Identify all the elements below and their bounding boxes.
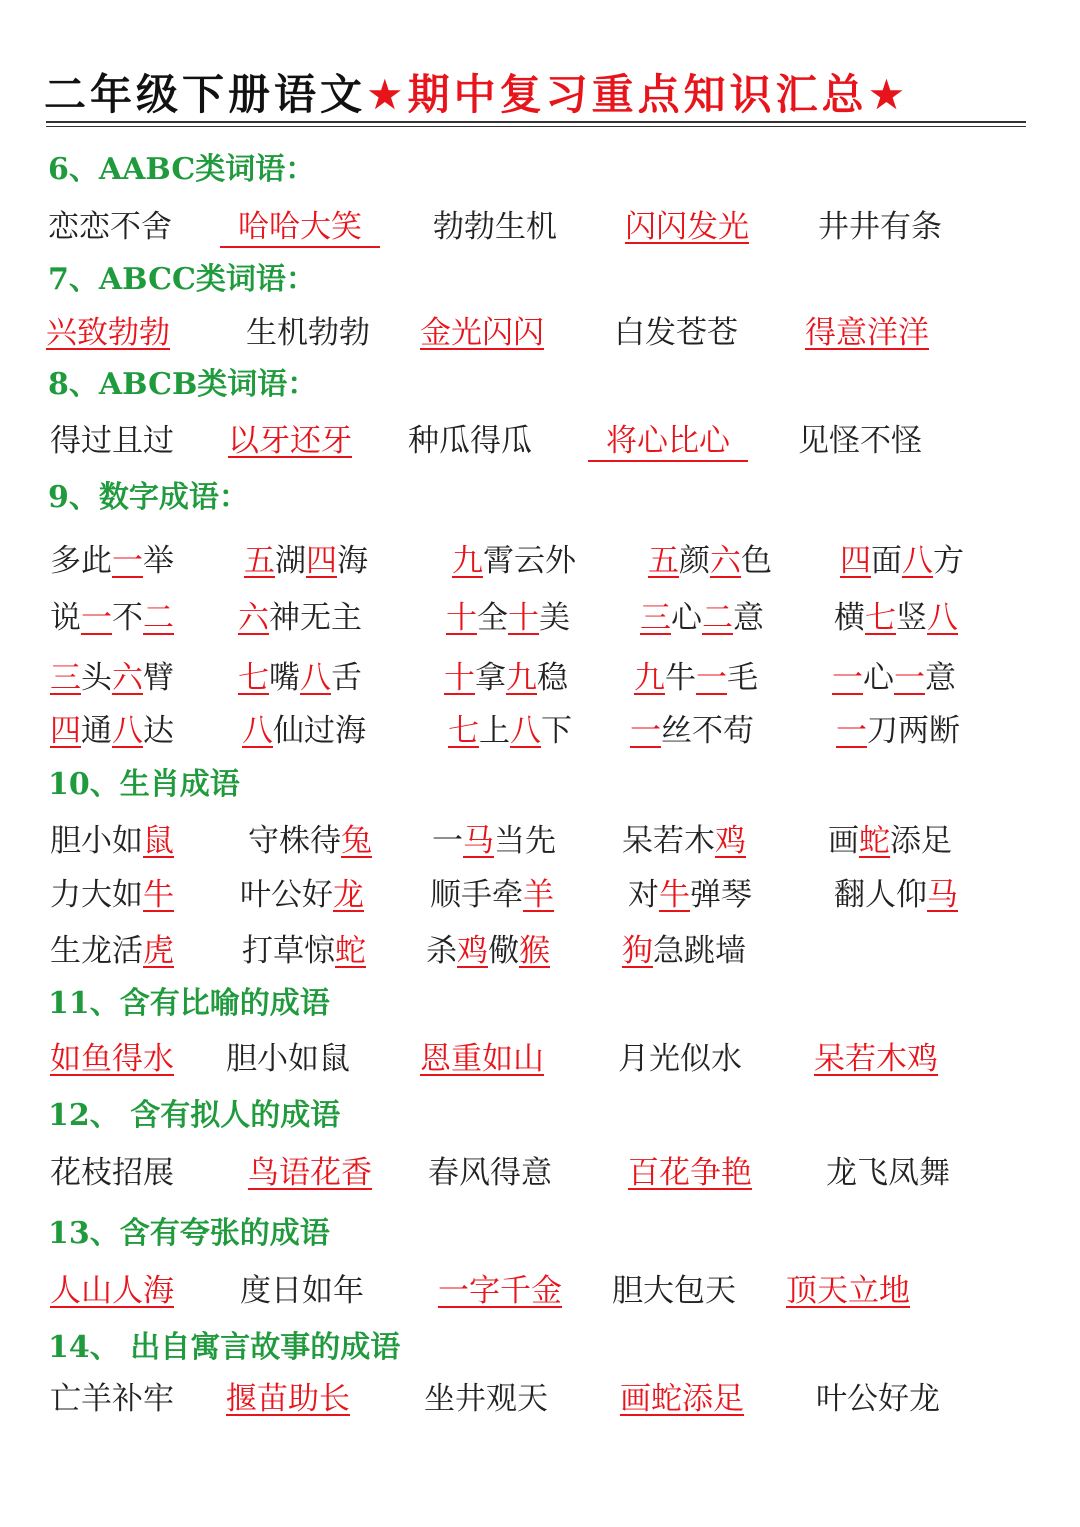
word-item: 月光似水 (618, 1041, 742, 1077)
idiom-item: 横七竖八 (834, 600, 958, 636)
idiom-row (0, 928, 1080, 974)
word-item: 坐井观天 (424, 1381, 548, 1417)
page-title (44, 62, 1034, 124)
answer-item: 得意洋洋 (805, 315, 929, 351)
answer-item: 人山人海 (50, 1273, 174, 1309)
answer-item: 揠苗助长 (226, 1381, 350, 1417)
idiom-item: 守株待兔 (248, 823, 372, 859)
idiom-item: 呆若木鸡 (622, 823, 746, 859)
section-14-heading: 14、 出自寓言故事的成语 (48, 1330, 401, 1365)
word-item: 龙飞凤舞 (826, 1155, 950, 1191)
answer-item: 将心比心 (588, 418, 748, 464)
section-6-heading: 6、AABC类词语： (48, 152, 316, 187)
section-6-row (0, 204, 1080, 250)
word-item: 见怪不怪 (798, 423, 922, 459)
section-8-row (0, 418, 1080, 464)
idiom-item: 一刀两断 (836, 713, 960, 749)
idiom-item: 顺手牵羊 (430, 877, 554, 913)
idiom-item: 五颜六色 (648, 543, 772, 579)
answer-item: 一字千金 (438, 1273, 562, 1309)
idiom-item: 画蛇添足 (828, 823, 952, 859)
idiom-item: 胆小如鼠 (50, 823, 174, 859)
answer-item: 以牙还牙 (228, 423, 352, 459)
idiom-item: 三头六臂 (50, 660, 174, 696)
idiom-item: 说一不二 (50, 600, 174, 636)
idiom-row (0, 708, 1080, 754)
idiom-item: 三心二意 (640, 600, 764, 636)
word-item: 叶公好龙 (816, 1381, 940, 1417)
idiom-item: 叶公好龙 (240, 877, 364, 913)
idiom-row (0, 595, 1080, 641)
word-item: 春风得意 (428, 1155, 552, 1191)
idiom-row (0, 872, 1080, 918)
idiom-row (0, 538, 1080, 584)
idiom-item: 七嘴八舌 (238, 660, 362, 696)
answer-item: 顶天立地 (786, 1273, 910, 1309)
section-14-row (0, 1376, 1080, 1422)
idiom-item: 生龙活虎 (50, 933, 174, 969)
word-item: 胆小如鼠 (226, 1041, 350, 1077)
idiom-item: 多此一举 (50, 543, 174, 579)
idiom-item: 八仙过海 (242, 713, 366, 749)
idiom-item: 打草惊蛇 (242, 933, 366, 969)
section-8-heading: 8、ABCB类词语： (48, 367, 318, 402)
title-rule-bottom (46, 126, 1026, 127)
answer-item: 闪闪发光 (625, 209, 749, 245)
idiom-item: 九牛一毛 (634, 660, 758, 696)
idiom-row (0, 655, 1080, 701)
idiom-item: 四通八达 (50, 713, 174, 749)
word-item: 胆大包天 (612, 1273, 736, 1309)
word-item: 白发苍苍 (614, 315, 738, 351)
section-12-row (0, 1150, 1080, 1196)
section-7-row (0, 310, 1080, 356)
word-item: 恋恋不舍 (48, 209, 172, 245)
answer-item: 兴致勃勃 (46, 315, 170, 351)
idiom-item: 六神无主 (238, 600, 362, 636)
answer-item: 哈哈大笑 (220, 204, 380, 250)
idiom-item: 十拿九稳 (444, 660, 568, 696)
answer-item: 呆若木鸡 (814, 1041, 938, 1077)
section-12-heading: 12、 含有拟人的成语 (48, 1098, 341, 1133)
answer-item: 鸟语花香 (248, 1155, 372, 1191)
idiom-item: 一丝不苟 (630, 713, 754, 749)
section-9-heading: 9、数字成语： (48, 480, 249, 515)
idiom-item: 十全十美 (446, 600, 570, 636)
word-item: 度日如年 (240, 1273, 364, 1309)
answer-item: 恩重如山 (420, 1041, 544, 1077)
idiom-item: 力大如牛 (50, 877, 174, 913)
word-item: 种瓜得瓜 (408, 423, 532, 459)
title-main: 二年级下册语文 (44, 70, 367, 119)
idiom-item: 对牛弹琴 (628, 877, 752, 913)
idiom-item: 狗急跳墙 (622, 933, 746, 969)
section-13-heading: 13、含有夸张的成语 (48, 1216, 330, 1251)
word-item: 花枝招展 (50, 1155, 174, 1191)
section-11-row (0, 1036, 1080, 1082)
answer-item: 百花争艳 (628, 1155, 752, 1191)
section-11-heading: 11、含有比喻的成语 (48, 986, 330, 1021)
idiom-item: 七上八下 (448, 713, 572, 749)
answer-item: 如鱼得水 (50, 1041, 174, 1077)
section-7-heading: 7、ABCC类词语： (48, 262, 316, 297)
idiom-item: 九霄云外 (452, 543, 576, 579)
word-item: 井井有条 (818, 209, 942, 245)
word-item: 生机勃勃 (246, 315, 370, 351)
answer-item: 画蛇添足 (620, 1381, 744, 1417)
title-rule-top (46, 121, 1026, 123)
answer-item: 金光闪闪 (420, 315, 544, 351)
word-item: 亡羊补牢 (50, 1381, 174, 1417)
idiom-item: 翻人仰马 (834, 877, 958, 913)
section-10-heading: 10、生肖成语 (48, 767, 240, 802)
idiom-item: 五湖四海 (244, 543, 368, 579)
idiom-item: 四面八方 (840, 543, 964, 579)
word-item: 得过且过 (50, 423, 174, 459)
idiom-item: 一马当先 (432, 823, 556, 859)
section-13-row (0, 1268, 1080, 1314)
title-highlight: ★期中复习重点知识汇总★ (366, 70, 910, 119)
idiom-item: 杀鸡儆猴 (426, 933, 550, 969)
word-item: 勃勃生机 (433, 209, 557, 245)
idiom-item: 一心一意 (832, 660, 956, 696)
idiom-row (0, 818, 1080, 864)
